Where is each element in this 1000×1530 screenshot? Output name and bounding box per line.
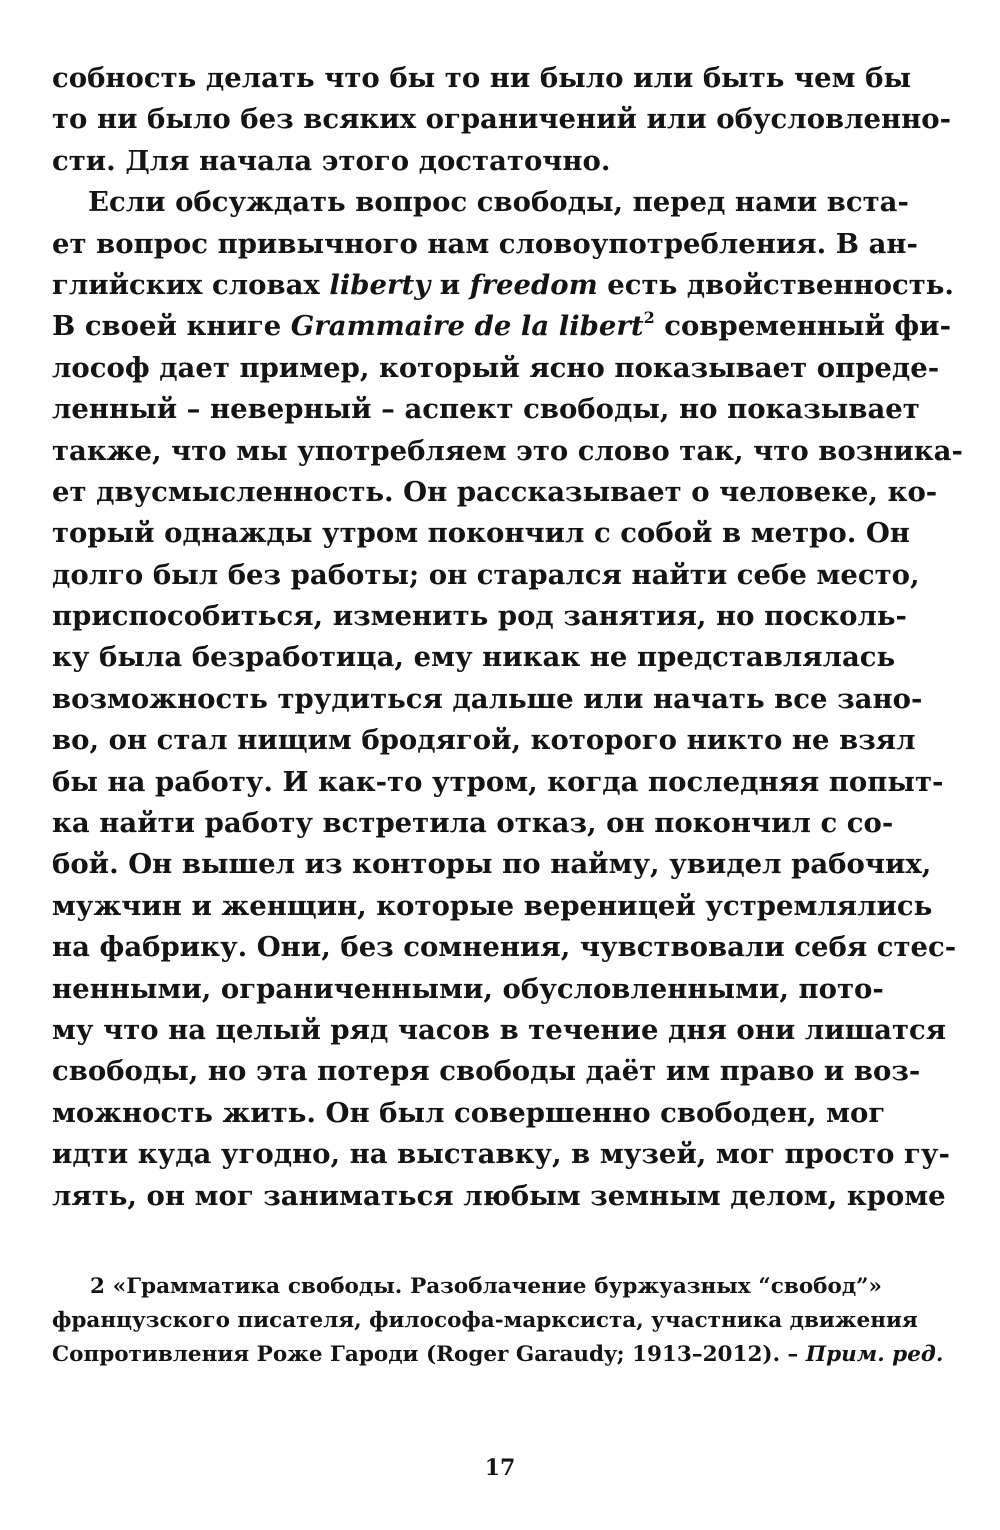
- text-line: возможность трудиться дальше или начать все зано-: [52, 682, 923, 715]
- text-line: бы на работу. И как-то утром, когда последняя попыт-: [52, 765, 944, 798]
- text-line: идти куда угодно, на выставку, в музей, мог просто гу-: [52, 1138, 950, 1171]
- text-line: то ни было без всяких ограничений или обусловленно-: [52, 103, 952, 136]
- text-line: собность делать что бы то ни было или быть чем бы: [52, 62, 912, 94]
- footnote-line: [52, 1338, 944, 1372]
- text-line: ет вопрос привычного нам словоупотребления. В ан-: [52, 227, 918, 260]
- text-run: В своей книге: [52, 310, 291, 343]
- text-line: на фабрику. Они, без сомнения, чувствовали себя стес-: [52, 931, 957, 964]
- footnote: [52, 1270, 944, 1372]
- text-line: торый однажды утром покончил с собой в метро. Он: [52, 517, 910, 550]
- book-title: Grammaire de la libert: [290, 310, 644, 343]
- text-line: ненными, ограниченными, обусловленными, пото-: [52, 972, 884, 1005]
- text-line: му что на целый ряд часов в течение дня они лишатся: [52, 1013, 947, 1046]
- footnote-line: 2 «Грамматика свободы. Разоблачение буржуазных “свобод”»: [90, 1274, 882, 1299]
- editor-note: Прим. ред.: [805, 1342, 944, 1367]
- text-line: ка найти работу встретила отказ, он покончил с со-: [52, 807, 894, 840]
- italic-term-freedom: freedom: [469, 268, 598, 301]
- text-run: есть двойственность.: [597, 268, 954, 301]
- text-line: лософ дает пример, который ясно показывает опреде-: [52, 351, 940, 384]
- text-line: ку была безработица, ему никак не представлялась: [52, 641, 896, 674]
- text-line: приспособиться, изменить род занятия, но посколь-: [52, 600, 907, 633]
- text-run: современный фи-: [654, 310, 951, 343]
- page-number: 17: [484, 1455, 516, 1481]
- text-line: можность жить. Он был совершенно свободен, мог: [52, 1096, 886, 1129]
- text-run: глийских словах: [52, 268, 330, 301]
- text-line: сти. Для начала этого достаточно.: [52, 144, 611, 177]
- text-line: [52, 306, 951, 347]
- text-line: мужчин и женщин, которые вереницей устремлялись: [52, 889, 933, 922]
- text-line: во, он стал нищим бродягой, которого никто не взял: [52, 724, 916, 757]
- footnote-reference[interactable]: 2: [643, 308, 655, 328]
- main-text: [52, 58, 963, 1217]
- text-line: также, что мы употребляем это слово так, что возника-: [52, 434, 963, 467]
- text-line: ет двусмысленность. Он рассказывает о человеке, ко-: [52, 475, 938, 508]
- text-run: Сопротивления Роже Гароди (Roger Garaudy; 1913–2012). –: [52, 1342, 806, 1367]
- text-line: лять, он мог заниматься любым земным делом, кроме: [52, 1179, 946, 1212]
- text-run: и: [430, 268, 470, 301]
- text-line: ленный – неверный – аспект свободы, но показывает: [52, 393, 920, 426]
- text-line: [52, 265, 954, 306]
- italic-term-liberty: liberty: [329, 268, 431, 301]
- text-line: бой. Он вышел из конторы по найму, увидел рабочих,: [52, 848, 932, 881]
- text-line: долго был без работы; он старался найти себе место,: [52, 558, 920, 591]
- footnote-line: французского писателя, философа-марксиста, участника движения: [52, 1308, 918, 1333]
- text-line: Если обсуждать вопрос свободы, перед нами вста-: [88, 186, 909, 219]
- text-line: свободы, но эта потеря свободы даёт им право и воз-: [52, 1055, 921, 1088]
